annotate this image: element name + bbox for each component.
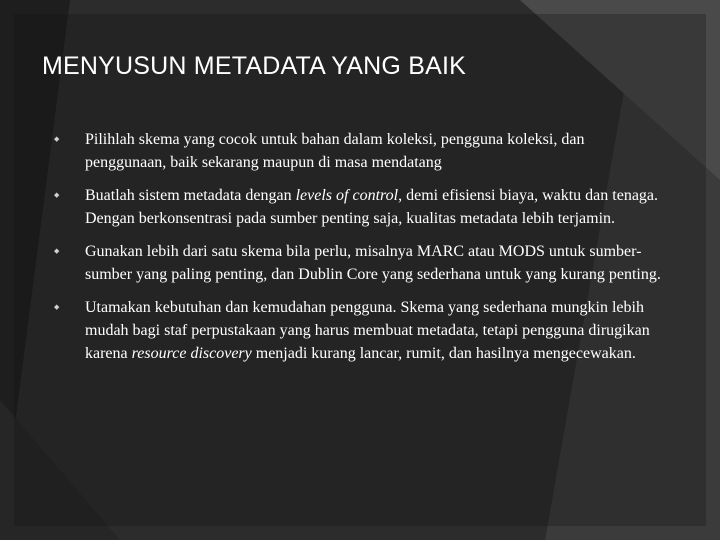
bullet-item: [54, 184, 664, 230]
bullet-item: [54, 240, 664, 286]
bullet-text: Pilihlah skema yang cocok untuk bahan dalam koleksi, pengguna koleksi, dan penggunaan, baik sekarang maupun di masa mendatang: [85, 131, 585, 171]
bullet-icon: ◆: [54, 303, 60, 311]
slide-title: MENYUSUN METADATA YANG BAIK: [42, 52, 466, 80]
bullet-text-part: menjadi kurang lancar, rumit, dan hasilnya mengecewakan.: [251, 345, 636, 362]
bullet-icon: ◆: [54, 247, 60, 255]
bullet-text: Gunakan lebih dari satu skema bila perlu, misalnya MARC atau MODS untuk sumber-sumber yang paling penting, dan Dublin Core yang sederhana untuk yang kurang penting.: [85, 243, 661, 283]
bullet-item: [54, 296, 664, 365]
bullet-text-part: Buatlah sistem metadata dengan: [85, 187, 296, 204]
bullet-italic-text: resource discovery: [131, 345, 252, 362]
bullet-text-part: Utamakan kebutuhan dan kemudahan pengguna. Skema yang sederhana mungkin lebih mudah bagi staf perpustakaan yang harus membuat metadata, tetapi pengguna dirugikan karena: [85, 299, 650, 362]
bullet-icon: ◆: [54, 135, 60, 143]
bullet-item: [54, 128, 664, 174]
bullet-list: [54, 128, 664, 375]
bullet-italic-text: levels of control: [295, 187, 399, 204]
bullet-icon: ◆: [54, 191, 60, 199]
bullet-text-part: , demi efisiensi biaya, waktu dan tenaga. Dengan berkonsentrasi pada sumber penting saja, kualitas metadata lebih terjamin.: [85, 187, 659, 227]
